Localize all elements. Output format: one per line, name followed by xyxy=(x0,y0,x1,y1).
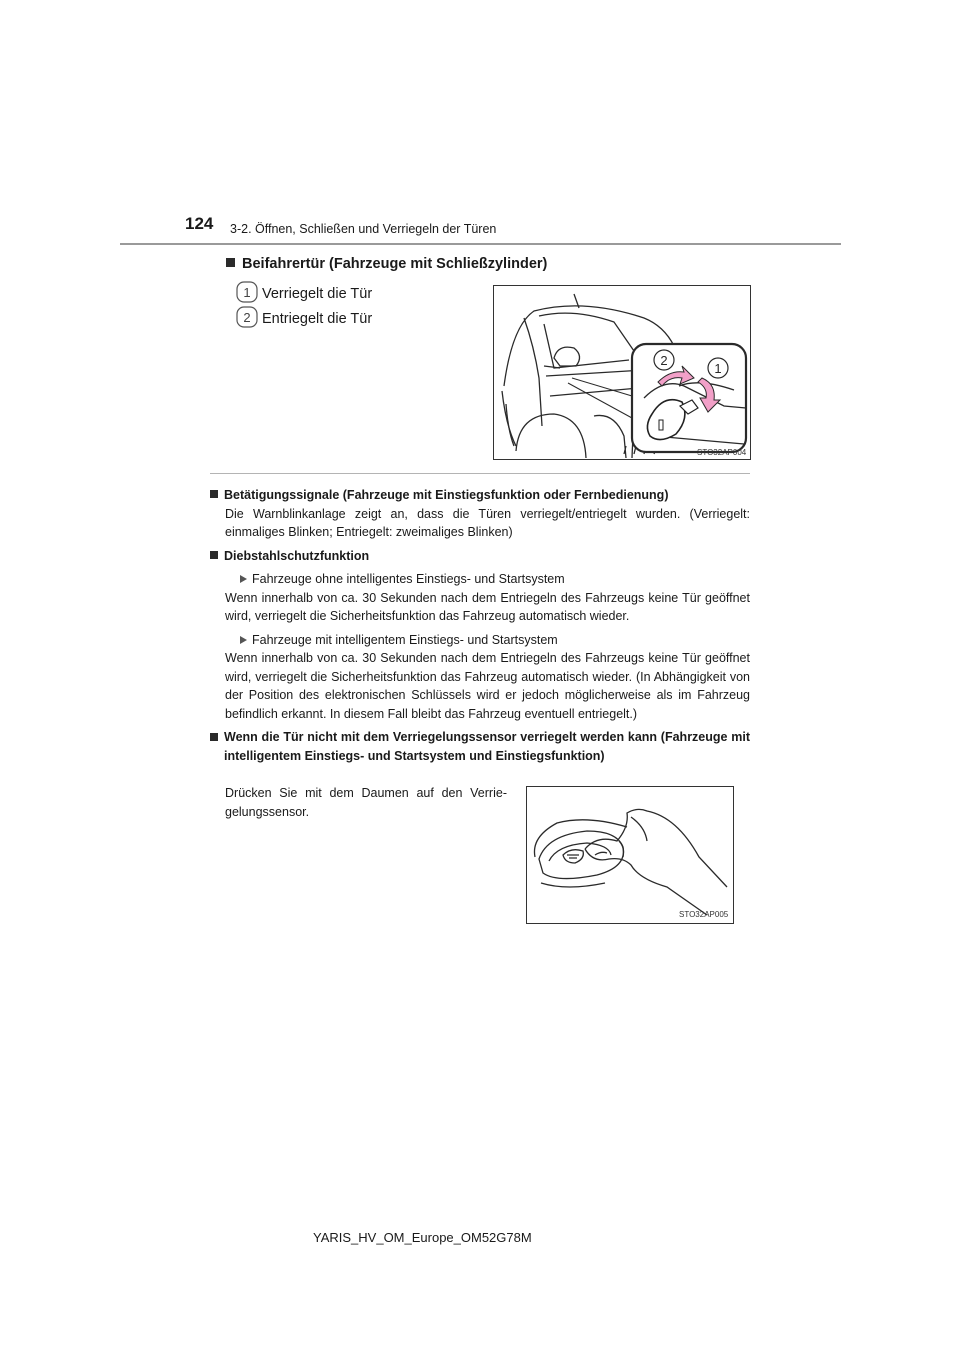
svg-text:2: 2 xyxy=(660,353,668,368)
svg-text:1: 1 xyxy=(714,361,722,376)
square-bullet-icon xyxy=(226,258,235,267)
header-divider xyxy=(120,243,841,245)
step-label: Entriegelt die Tür xyxy=(262,311,373,327)
case-title-no-smart: Fahrzeuge ohne intelligentes Einstiegs- und Startsystem xyxy=(210,570,750,589)
svg-text:2: 2 xyxy=(243,310,251,325)
car-door-illustration xyxy=(494,286,750,459)
notes-block xyxy=(210,486,750,765)
step-lock xyxy=(236,281,372,303)
note-body-sensor: Drücken Sie mit dem Daumen auf den Verriegelungssensor. xyxy=(225,786,507,819)
triangle-bullet-icon xyxy=(240,636,247,644)
case-body-smart: Wenn innerhalb von ca. 30 Sekunden nach dem Entriegeln des Fahrzeugs keine Tür geöffnet wird, verriegelt die Sicherheitsfunktion das Fahrzeug automatisch wieder. (In Abhängigkeit von der Position des elektronischen Schlüssels wird er jedoch möglicherweise als im Fahrzeug befindlich erkannt. In diesem Fall bleibt das Fahrzeug eventuell entriegelt.) xyxy=(225,651,750,721)
note-title-theft: Diebstahlschutzfunktion xyxy=(210,547,750,566)
step-unlock xyxy=(236,306,372,328)
chapter-title: 3-2. Öffnen, Schließen und Verriegeln der Türen xyxy=(230,222,497,236)
square-bullet-icon xyxy=(210,733,218,741)
note-title-signals: Betätigungssignale (Fahrzeuge mit Einstiegsfunktion oder Fernbedienung) xyxy=(210,486,750,505)
square-bullet-icon xyxy=(210,551,218,559)
case-body-no-smart: Wenn innerhalb von ca. 30 Sekunden nach dem Entriegeln des Fahrzeugs keine Tür geöffnet wird, verriegelt die Sicherheitsfunktion das Fahrzeug automatisch wieder. xyxy=(225,590,750,623)
triangle-bullet-icon xyxy=(240,575,247,583)
step-label: Verriegelt die Tür xyxy=(262,286,373,302)
figure-code: STO32AP005 xyxy=(679,910,729,919)
svg-text:1: 1 xyxy=(243,285,251,300)
note-title-sensor: Wenn die Tür nicht mit dem Verriegelungssensor verriegelt werden kann (Fahrzeuge mit intelligentem Einstiegs- und Startsystem und Einstiegsfunktion) xyxy=(210,728,750,765)
page-number: 124 xyxy=(185,214,214,233)
step-number-1-icon xyxy=(236,281,258,303)
figure-lock-sensor xyxy=(526,786,734,924)
footer-doc-id: YARIS_HV_OM_Europe_OM52G78M xyxy=(313,1230,532,1245)
figure-code: STO32AP004 xyxy=(697,448,747,457)
step-number-2-icon xyxy=(236,306,258,328)
note-body-signals: Die Warnblinkanlage zeigt an, dass die Türen verriegelt/entriegelt wurden. (Verriegelt: einmaliges Blinken; Entriegelt: zweimaliges Blinken) xyxy=(225,506,750,539)
case-title-smart: Fahrzeuge mit intelligentem Einstiegs- und Startsystem xyxy=(210,631,750,650)
section-divider xyxy=(210,473,750,474)
figure-door-key-cylinder xyxy=(493,285,751,460)
square-bullet-icon xyxy=(210,490,218,498)
door-handle-thumb-illustration xyxy=(527,787,733,923)
section-title-passenger-door: Beifahrertür (Fahrzeuge mit Schließzylinder) xyxy=(226,256,547,272)
